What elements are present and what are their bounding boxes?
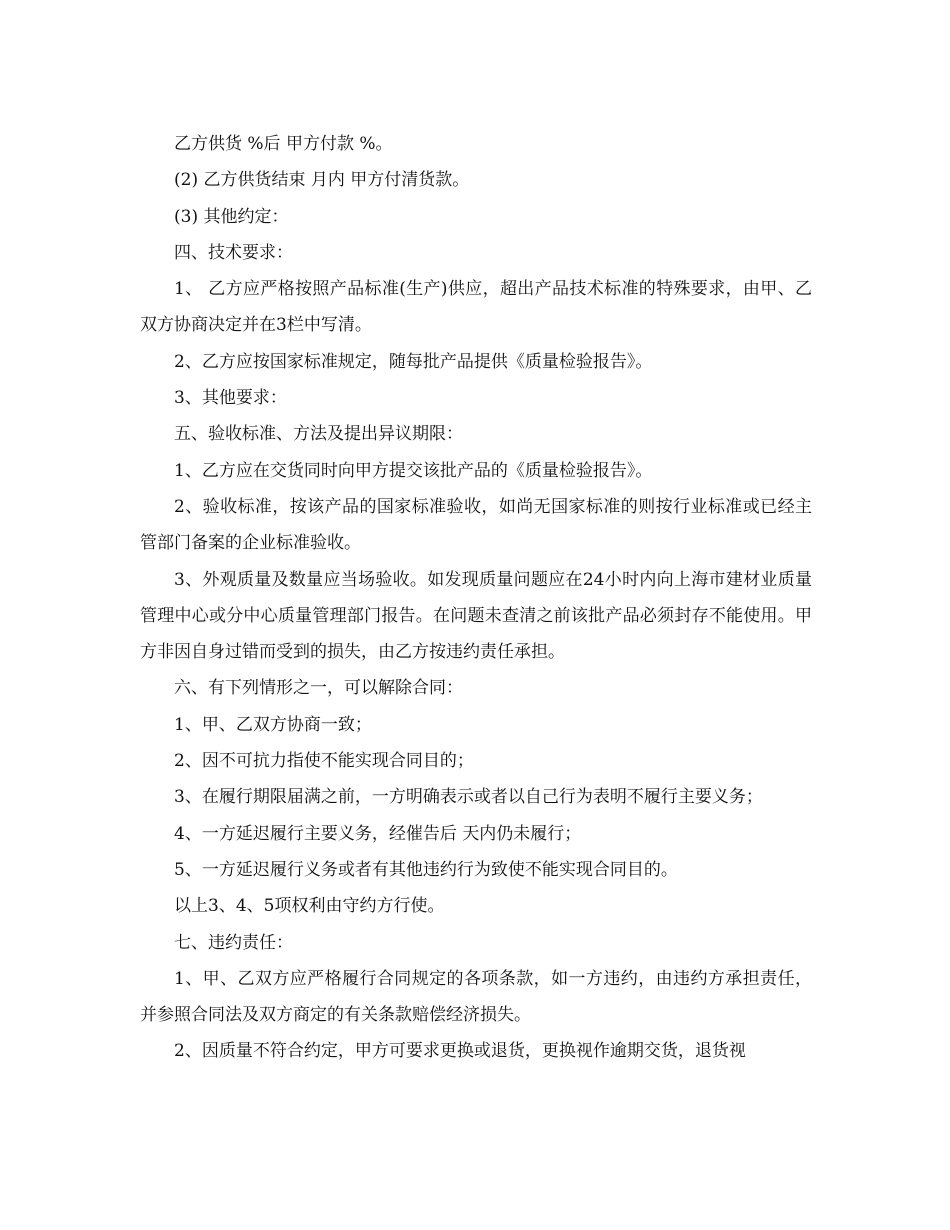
paragraph-16: 4、一方延迟履行主要义务，经催告后 天内仍未履行； [174,823,582,844]
paragraph-2: (2) 乙方供货结束 月内 甲方付清货款。 [174,170,470,191]
paragraph-7: 3、其他要求： [174,388,287,409]
paragraph-18: 以上3、4、5项权利由守约方行使。 [174,896,445,917]
paragraph-5: 1、 乙方应严格按照产品标准(生产)供应，超出产品技术标准的特殊要求，由甲、乙双方协商决定并在3栏中写清。 [140,279,812,336]
section-heading-7: 七、违约责任： [174,932,293,953]
paragraph-6: 2、乙方应按国家标准规定，随每批产品提供《质量检验报告》。 [174,351,653,372]
paragraph-14: 2、因不可抗力指使不能实现合同目的； [174,751,474,772]
paragraph-17: 5、一方延迟履行义务或者有其他违约行为致使不能实现合同目的。 [174,859,678,880]
paragraph-9: 1、乙方应在交货同时向甲方提交该批产品的《质量检验报告》。 [174,460,653,481]
section-heading-6: 六、有下列情形之一，可以解除合同： [174,678,463,699]
section-heading-5: 五、验收标准、方法及提出异议期限： [174,424,463,445]
document-body [140,126,812,1070]
paragraph-13: 1、甲、乙双方协商一致； [174,714,372,735]
section-heading-4: 四、技术要求： [174,242,293,263]
paragraph-20: 1、甲、乙双方应严格履行合同规定的各项条款，如一方违约，由违约方承担责任，并参照合同法及双方商定的有关条款赔偿经济损失。 [140,968,812,1026]
paragraph-1: 乙方供货 %后 甲方付款 %。 [174,134,393,154]
paragraph-10: 2、验收标准，按该产品的国家标准验收，如尚无国家标准的则按行业标准或已经主管部门备案的企业标准验收。 [140,496,812,554]
paragraph-3: (3) 其他约定： [174,206,289,227]
paragraph-11: 3、外观质量及数量应当场验收。如发现质量问题应在24小时内向上海市建材业质量管理中心或分中心质量管理部门报告。在问题未查清之前该批产品必须封存不能使用。甲方非因自身过错而受到的损失，由乙方按违约责任承担。 [140,569,812,663]
paragraph-21: 2、因质量不符合约定，甲方可要求更换或退货，更换视作逾期交货，退货视 [174,1041,746,1062]
paragraph-15: 3、在履行期限届满之前，一方明确表示或者以自己行为表明不履行主要义务； [174,787,763,808]
